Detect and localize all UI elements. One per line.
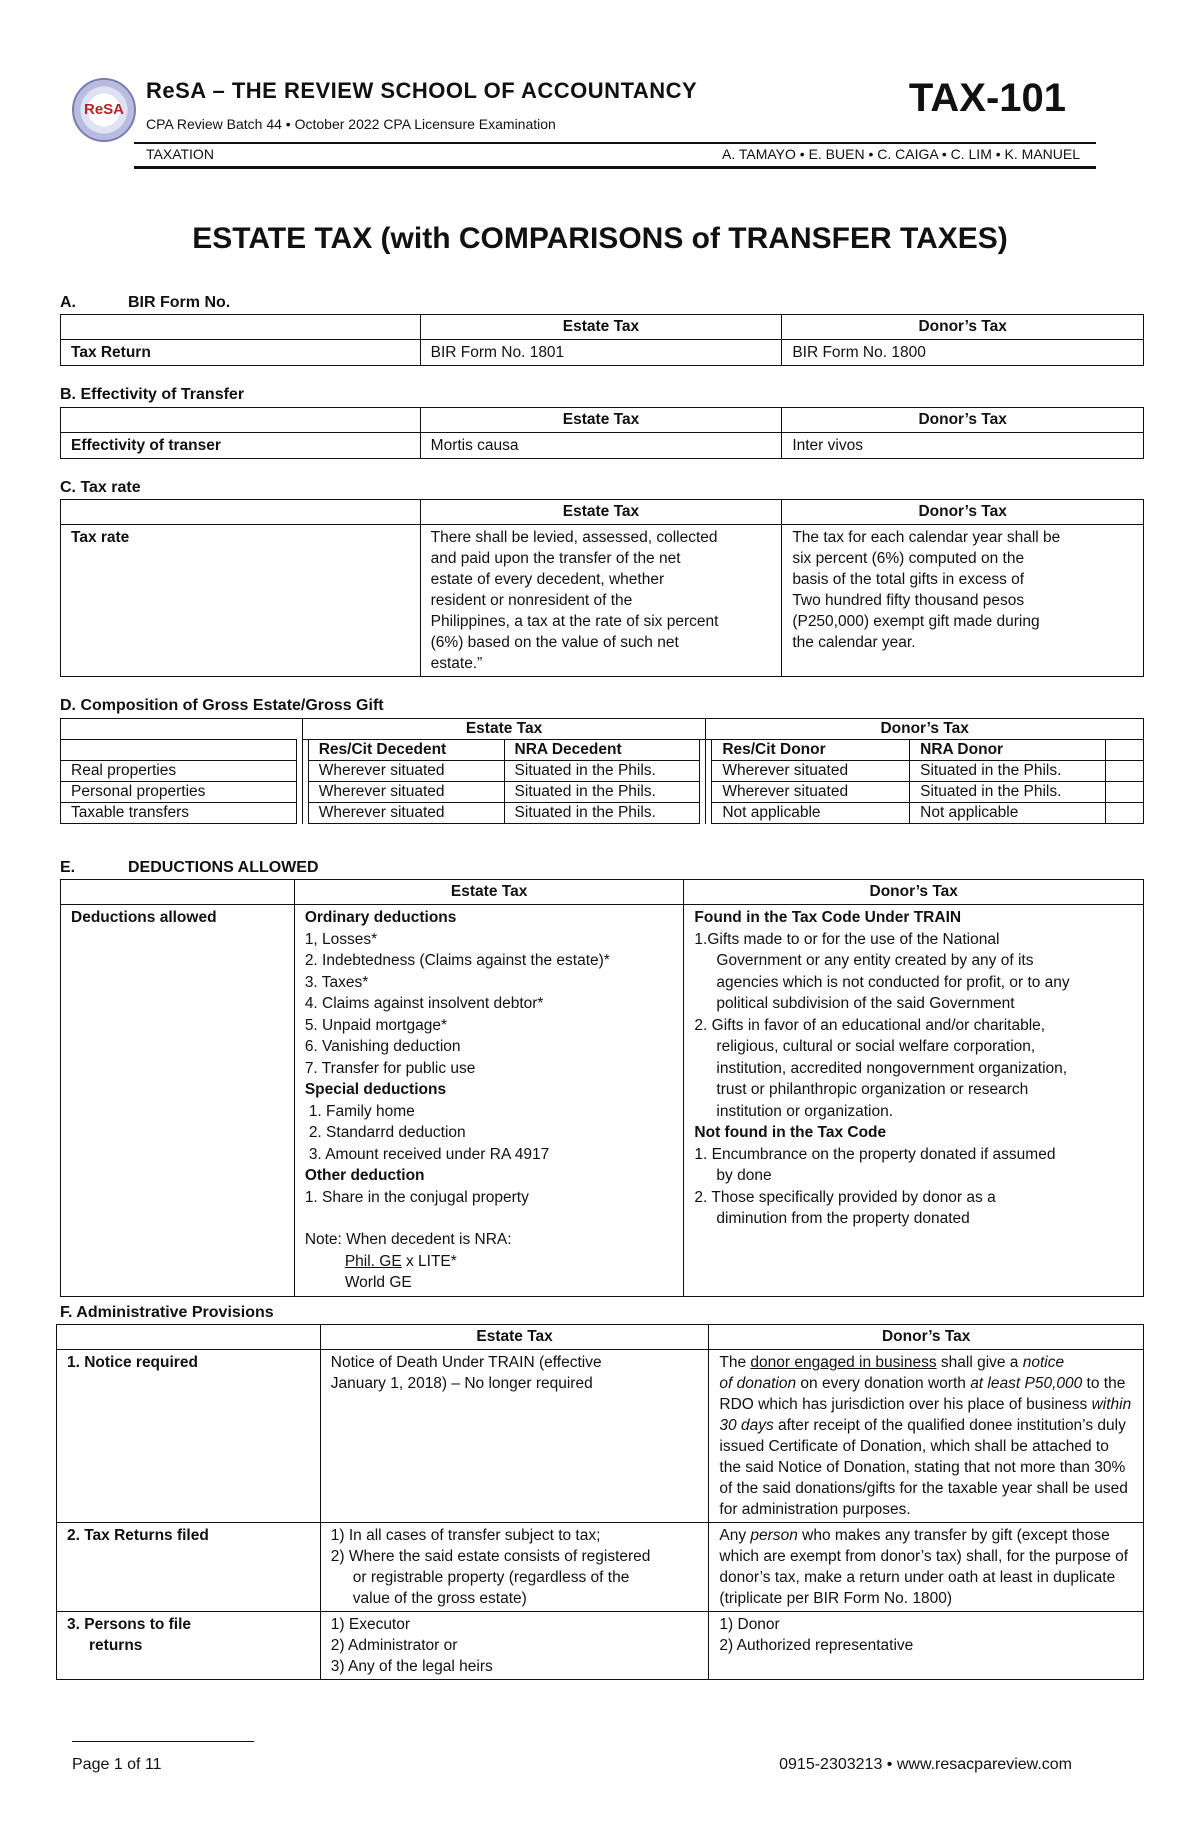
- text-line: Two hundred fifty thousand pesos: [792, 592, 1025, 609]
- row-label: Deductions allowed: [61, 905, 295, 1297]
- table-row: [57, 1350, 1144, 1523]
- text-line: Philippines, a tax at the rate of six percent: [430, 613, 719, 630]
- empty-header-cell: [61, 880, 295, 905]
- table-cell: Wherever situated: [308, 761, 504, 782]
- list-item: 1. Encumbrance on the property donated if assumed: [694, 1145, 1056, 1163]
- list-item-cont: diminution from the property donated: [716, 1210, 970, 1227]
- table-cell: Wherever situated: [308, 782, 504, 803]
- text-line: 1) Donor: [719, 1616, 780, 1633]
- list-item: 3. Taxes*: [304, 973, 369, 991]
- estate-tax-header: Estate Tax: [320, 1325, 709, 1350]
- text-run-italic: within 30 days: [719, 1396, 1132, 1434]
- text-line: or registrable property (regardless of the: [352, 1569, 630, 1586]
- row-label: 2. Tax Returns filed: [57, 1523, 321, 1612]
- empty-cell: [61, 719, 303, 740]
- formula-multiplier: x LITE*: [401, 1252, 457, 1270]
- text-run: on every donation worth: [796, 1375, 971, 1392]
- empty-header-cell: [61, 408, 421, 433]
- estate-tax-header: Estate Tax: [294, 880, 684, 905]
- table-cell: Situated in the Phils.: [504, 803, 700, 824]
- text-line: 2) Where the said estate consists of registered: [330, 1548, 651, 1565]
- section-d-table: [60, 718, 1144, 824]
- text-line: the calendar year.: [792, 634, 916, 651]
- list-item: 3. Amount received under RA 4917: [308, 1145, 550, 1163]
- donor-notice-cell: [709, 1350, 1144, 1523]
- spacer: [1105, 782, 1143, 803]
- table-row: [61, 803, 1144, 824]
- list-item-cont: religious, cultural or social welfare corporation,: [716, 1038, 1036, 1055]
- donors-tax-header: Donor’s Tax: [782, 500, 1144, 525]
- text-line: 1) Executor: [330, 1616, 411, 1633]
- table-row: [57, 1612, 1144, 1680]
- list-item-cont: by done: [716, 1167, 772, 1184]
- text-line: and paid upon the transfer of the net: [430, 550, 681, 567]
- list-item-cont: institution or organization.: [716, 1102, 894, 1120]
- header-divider: [134, 142, 1096, 144]
- document-header: [72, 74, 1096, 166]
- section-c-table: [60, 499, 1144, 677]
- text-run-underlined: donor engaged in business: [750, 1354, 937, 1371]
- table-cell: Wherever situated: [712, 782, 910, 803]
- text-run: who makes any transfer by gift (except those which are exempt from donor’s tax) shall, for the purpose of donor’s tax, make a return under oath at least in duplicate (triplicate per BIR Form No. 1800): [719, 1527, 1129, 1607]
- spacer: [305, 1208, 674, 1229]
- estate-cell: [320, 1350, 709, 1523]
- list-item: 2. Gifts in favor of an educational and/or charitable,: [694, 1016, 1046, 1034]
- text-run: The: [719, 1354, 751, 1371]
- text-line: 3) Any of the legal heirs: [330, 1658, 493, 1675]
- donor-cell: [709, 1612, 1144, 1680]
- row-label: Real properties: [61, 761, 297, 782]
- subject-label: TAXATION: [146, 146, 214, 162]
- estate-cell: BIR Form No. 1801: [420, 340, 782, 366]
- resa-seal-logo: [72, 78, 136, 142]
- text-line: basis of the total gifts in excess of: [792, 571, 1025, 588]
- row-label: Personal properties: [61, 782, 297, 803]
- text-line: resident or nonresident of the: [430, 592, 633, 609]
- text-line: estate.”: [430, 655, 483, 672]
- row-label: 1. Notice required: [57, 1350, 321, 1523]
- section-f-table: [56, 1324, 1144, 1680]
- estate-cell: [320, 1612, 709, 1680]
- table-cell: Not applicable: [712, 803, 910, 824]
- list-item: 2. Standarrd deduction: [308, 1124, 466, 1141]
- section-f-heading: F. Administrative Provisions: [60, 1304, 274, 1321]
- donors-tax-header: Donor’s Tax: [782, 315, 1144, 340]
- formula-denominator: World GE: [344, 1274, 412, 1291]
- table-cell: Situated in the Phils.: [910, 782, 1106, 803]
- table-row: [61, 782, 1144, 803]
- school-subtitle: CPA Review Batch 44 • October 2022 CPA Licensure Examination: [146, 116, 556, 132]
- section-d-heading: D. Composition of Gross Estate/Gross Gift: [60, 697, 384, 714]
- nra-donor-header: NRA Donor: [910, 740, 1106, 761]
- special-deductions-title: Special deductions: [304, 1081, 447, 1098]
- row-label: Taxable transfers: [61, 803, 297, 824]
- list-item: 1. Family home: [308, 1102, 415, 1120]
- section-a-letter: A.: [60, 294, 76, 311]
- donors-tax-header: Donor’s Tax: [782, 408, 1144, 433]
- list-item-cont: agencies which is not conducted for profit, or to any: [716, 973, 1070, 991]
- row-label: Tax Return: [61, 340, 421, 366]
- page-number: Page 1 of 11: [72, 1756, 162, 1773]
- text-run-italic: of donation: [719, 1375, 797, 1392]
- donor-cell: Inter vivos: [782, 433, 1144, 459]
- table-row: [57, 1523, 1144, 1612]
- text-line: The tax for each calendar year shall be: [792, 529, 1061, 546]
- row-label: [57, 1612, 321, 1680]
- res-cit-donor-header: Res/Cit Donor: [712, 740, 910, 761]
- text-line: 2) Authorized representative: [719, 1637, 914, 1654]
- header-divider-thick: [134, 166, 1096, 169]
- nra-note-label: Note: When decedent is NRA:: [304, 1231, 512, 1248]
- estate-tax-header: Estate Tax: [420, 315, 782, 340]
- row-label: Tax rate: [61, 525, 421, 677]
- table-row: [61, 761, 1144, 782]
- course-code: TAX-101: [908, 76, 1066, 120]
- nra-decedent-header: NRA Decedent: [504, 740, 700, 761]
- estate-cell: [320, 1523, 709, 1612]
- list-item: 4. Claims against insolvent debtor*: [304, 995, 544, 1012]
- empty-header-cell: [57, 1325, 321, 1350]
- authors-label: A. TAMAYO • E. BUEN • C. CAIGA • C. LIM • K. MANUEL: [721, 146, 1080, 162]
- section-e-letter: E.: [60, 859, 76, 876]
- school-title: ReSA – THE REVIEW SCHOOL OF ACCOUNTANCY: [146, 78, 698, 103]
- list-item-cont: trust or philanthropic organization or research: [716, 1081, 1029, 1098]
- estate-tax-rate-text: [420, 525, 782, 677]
- page-title: ESTATE TAX (with COMPARISONS of TRANSFER TAXES): [192, 222, 1008, 255]
- text-run-italic: person: [750, 1527, 798, 1544]
- donors-tax-header: Donor’s Tax: [684, 880, 1144, 905]
- text-run-italic: at least: [970, 1375, 1021, 1392]
- donor-tax-rate-text: [782, 525, 1144, 677]
- text-line: (6%) based on the value of such net: [430, 634, 679, 651]
- text-run: Any: [719, 1527, 751, 1544]
- estate-tax-header: Estate Tax: [302, 719, 706, 740]
- section-c-heading: C. Tax rate: [60, 479, 141, 496]
- list-item-cont: institution, accredited nongovernment organization,: [716, 1059, 1068, 1077]
- text-run-italic: notice: [1022, 1354, 1065, 1371]
- text-line: 2) Administrator or: [330, 1637, 458, 1654]
- text-run-italic: P50,000: [1024, 1375, 1083, 1392]
- section-e-title: DEDUCTIONS ALLOWED: [128, 859, 319, 876]
- table-cell: Wherever situated: [308, 803, 504, 824]
- table-cell: Situated in the Phils.: [504, 761, 700, 782]
- list-item: 5. Unpaid mortgage*: [304, 1016, 447, 1034]
- text-run: to the RDO which has jurisdiction over his place of business: [719, 1375, 1126, 1413]
- footer-divider: [72, 1741, 254, 1742]
- table-cell: Wherever situated: [712, 761, 910, 782]
- text-line: estate of every decedent, whether: [430, 571, 665, 588]
- section-a-heading: [60, 294, 230, 312]
- other-deduction-title: Other deduction: [304, 1167, 425, 1184]
- not-found-in-tax-code-title: Not found in the Tax Code: [694, 1124, 887, 1141]
- text-line: Notice of Death Under TRAIN (effective: [330, 1354, 602, 1371]
- donors-tax-header: Donor’s Tax: [706, 719, 1144, 740]
- formula-numerator: Phil. GE: [344, 1252, 402, 1270]
- text-line: returns: [89, 1637, 143, 1654]
- donor-cell: [709, 1523, 1144, 1612]
- contact-info: 0915-2303213 • www.resacpareview.com: [779, 1756, 1072, 1773]
- section-b-heading: B. Effectivity of Transfer: [60, 386, 245, 403]
- donor-cell: BIR Form No. 1800: [782, 340, 1144, 366]
- res-cit-decedent-header: Res/Cit Decedent: [308, 740, 504, 761]
- list-item: 2. Indebtedness (Claims against the estate)*: [304, 952, 610, 969]
- estate-deductions-cell: [294, 905, 684, 1297]
- text-run: after receipt of the qualified donee institution’s duly issued Certificate of Donation, which shall be attached to the said Notice of Donation, stating that not more than 30% of the said donations/gifts for the taxable year shall be used for administration purposes.: [719, 1417, 1128, 1518]
- estate-tax-header: Estate Tax: [420, 408, 782, 433]
- list-item: 6. Vanishing deduction: [304, 1038, 461, 1055]
- nra-formula-numerator: [305, 1251, 674, 1273]
- text-line: (P250,000) exempt gift made during: [792, 613, 1040, 630]
- list-item: 7. Transfer for public use: [304, 1059, 476, 1077]
- text-line: value of the gross estate): [352, 1590, 527, 1607]
- text-line: January 1, 2018) – No longer required: [330, 1375, 593, 1392]
- text-line: 1) In all cases of transfer subject to tax;: [330, 1527, 601, 1544]
- donors-tax-header: Donor’s Tax: [709, 1325, 1144, 1350]
- empty-cell: [61, 740, 297, 761]
- estate-cell: Mortis causa: [420, 433, 782, 459]
- section-a-table: [60, 314, 1144, 366]
- section-a-title: BIR Form No.: [128, 294, 231, 311]
- list-item-cont: Government or any entity created by any of its: [716, 952, 1034, 969]
- spacer: [1105, 761, 1143, 782]
- text-run: shall give a: [936, 1354, 1023, 1371]
- section-e-heading: [60, 859, 319, 877]
- list-item: 1. Share in the conjugal property: [304, 1188, 529, 1206]
- table-cell: Situated in the Phils.: [504, 782, 700, 803]
- ordinary-deductions-title: Ordinary deductions: [304, 909, 457, 926]
- text-line: six percent (6%) computed on the: [792, 550, 1025, 567]
- spacer: [1105, 740, 1143, 761]
- text-line: 3. Persons to file: [67, 1616, 192, 1633]
- row-label: Effectivity of transer: [61, 433, 421, 459]
- table-cell: Not applicable: [910, 803, 1106, 824]
- section-e-table: [60, 879, 1144, 1297]
- list-item: 1, Losses*: [304, 930, 378, 948]
- empty-header-cell: [61, 315, 421, 340]
- section-b-table: [60, 407, 1144, 459]
- list-item: 2. Those specifically provided by donor as a: [694, 1188, 996, 1206]
- donor-deductions-cell: [684, 905, 1144, 1297]
- seal-text: ReSA: [83, 101, 124, 118]
- found-in-tax-code-title: Found in the Tax Code Under TRAIN: [694, 909, 962, 926]
- list-item-cont: political subdivision of the said Government: [716, 995, 1015, 1012]
- table-cell: Situated in the Phils.: [910, 761, 1106, 782]
- list-item: 1.Gifts made to or for the use of the National: [694, 930, 1000, 948]
- spacer: [1105, 803, 1143, 824]
- text-line: There shall be levied, assessed, collected: [430, 529, 718, 546]
- estate-tax-header: Estate Tax: [420, 500, 782, 525]
- empty-header-cell: [61, 500, 421, 525]
